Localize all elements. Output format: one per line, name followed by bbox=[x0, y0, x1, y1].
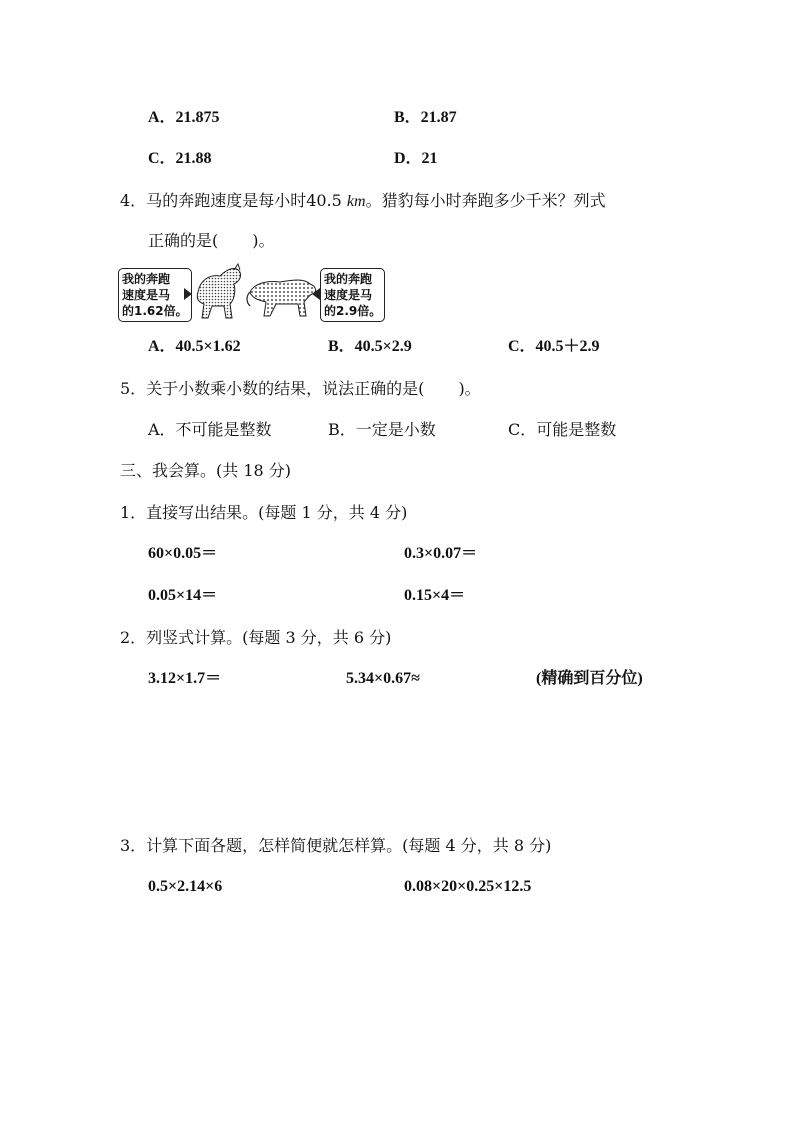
q3-option-b: B．21.87 bbox=[394, 109, 457, 126]
p1-item: 60×0.05＝ bbox=[148, 545, 218, 562]
q4-line2-before: 正确的是( bbox=[148, 231, 219, 250]
bubble-right-line2: 速度是马 bbox=[324, 288, 373, 302]
q3-option-d: D．21 bbox=[394, 150, 438, 167]
horse-illustration-icon bbox=[190, 262, 250, 322]
q4-number: 4． bbox=[120, 191, 147, 210]
leopard-illustration-icon bbox=[246, 270, 320, 320]
bubble-left-line2: 速度是马 bbox=[122, 288, 171, 302]
leopard-speech-bubble bbox=[320, 268, 385, 322]
q5-option-c: C．可能是整数 bbox=[508, 420, 617, 439]
q5-option-b: B．一定是小数 bbox=[328, 420, 436, 439]
q3-option-a: A．21.875 bbox=[148, 109, 220, 126]
p2-precision-note: (精确到百分位) bbox=[536, 670, 643, 687]
bubble-right-line1: 我的奔跑 bbox=[324, 272, 373, 286]
p3-item: 0.5×2.14×6 bbox=[148, 878, 223, 895]
q5-option-a: A．不可能是整数 bbox=[148, 420, 272, 439]
p2-item: 3.12×1.7＝ bbox=[148, 670, 222, 687]
bubble-right-tail bbox=[312, 288, 320, 300]
bubble-left-line1: 我的奔跑 bbox=[122, 272, 171, 286]
q5-text-after: )。 bbox=[458, 379, 481, 398]
q4-text-before-unit: 马的奔跑速度是每小时40.5 bbox=[146, 191, 347, 210]
q4-stem bbox=[120, 190, 606, 213]
q3-option-c: C．21.88 bbox=[148, 150, 212, 167]
p2-item: 5.34×0.67≈ bbox=[346, 670, 420, 687]
q4-unit: km bbox=[346, 193, 366, 210]
section-title: 三、我会算。(共 18 分) bbox=[120, 461, 292, 480]
q5-text-before: 5．关于小数乘小数的结果，说法正确的是( bbox=[120, 379, 425, 398]
p1-item: 0.3×0.07＝ bbox=[404, 545, 478, 562]
q4-text-after-unit: 。猎豹每小时奔跑多少千米？列式 bbox=[365, 191, 606, 210]
q4-option-b: B．40.5×2.9 bbox=[328, 338, 412, 355]
q5-stem bbox=[120, 378, 481, 400]
p3-title: 3．计算下面各题，怎样简便就怎样算。(每题 4 分，共 8 分) bbox=[120, 836, 552, 855]
p1-title: 1．直接写出结果。(每题 1 分，共 4 分) bbox=[120, 503, 408, 522]
p1-item: 0.05×14＝ bbox=[148, 587, 218, 604]
p3-item: 0.08×20×0.25×12.5 bbox=[404, 878, 532, 895]
p2-title: 2．列竖式计算。(每题 3 分，共 6 分) bbox=[120, 628, 392, 647]
q4-stem-line2 bbox=[148, 230, 275, 252]
q4-option-a: A．40.5×1.62 bbox=[148, 338, 241, 355]
horse-speech-bubble bbox=[118, 268, 192, 322]
bubble-right-line3: 的2.9倍。 bbox=[324, 304, 382, 318]
p1-item: 0.15×4＝ bbox=[404, 587, 466, 604]
q4-option-c: C．40.5＋2.9 bbox=[508, 338, 600, 355]
q4-line2-after: )。 bbox=[252, 231, 275, 250]
bubble-left-line3: 的1.62倍。 bbox=[122, 304, 188, 318]
